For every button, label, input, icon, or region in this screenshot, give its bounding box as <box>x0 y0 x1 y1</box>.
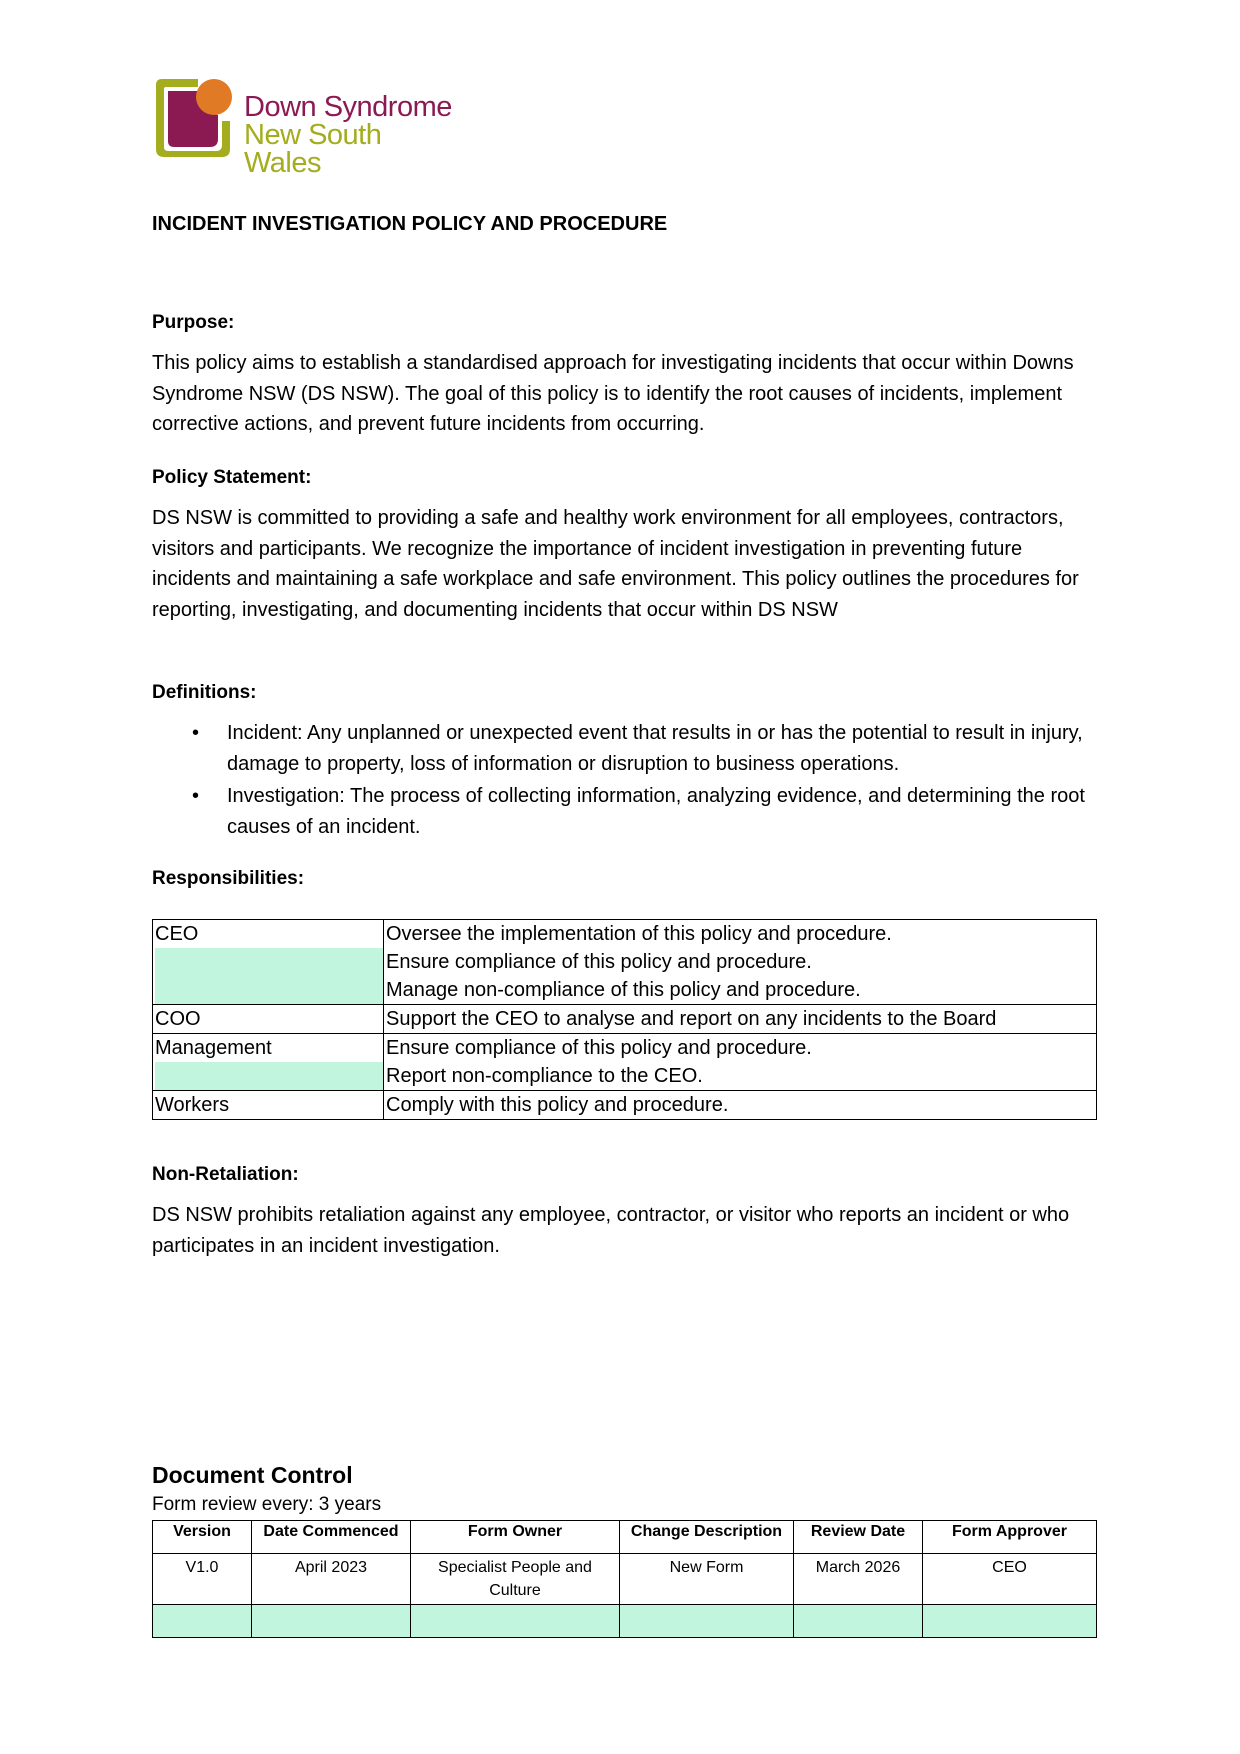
column-header: Form Approver <box>923 1521 1097 1554</box>
duty-line: Manage non-compliance of this policy and procedure. <box>386 979 861 1001</box>
table-cell: March 2026 <box>794 1554 923 1605</box>
duty-line: Support the CEO to analyse and report on any incidents to the Board <box>386 1008 997 1030</box>
non-retaliation-text: DS NSW prohibits retaliation against any employee, contractor, or visitor who reports an incident or who participates in an incident investigation. <box>152 1204 1070 1257</box>
empty-cell[interactable] <box>153 1605 252 1638</box>
column-header: Form Owner <box>411 1521 620 1554</box>
table-row <box>153 1605 1097 1638</box>
policy-statement-text: DS NSW is committed to providing a safe and healthy work environment for all employees, contractors, visitors and participants. We recognize the importance of incident investigation in preventing future incidents and maintaining a safe workplace and safe environment. This policy outlines the procedures for reporting, investigating, and documenting incidents that occur within DS NSW <box>152 507 1079 621</box>
table-header-row <box>153 1521 1097 1554</box>
role-ceo: CEO <box>155 923 199 945</box>
table-row <box>153 1554 1097 1605</box>
logo-line-2: New South Wales <box>244 119 382 179</box>
highlight-block <box>155 1062 383 1090</box>
table-cell: April 2023 <box>252 1554 411 1605</box>
role-coo: COO <box>155 1008 201 1030</box>
table-row <box>153 1005 1097 1034</box>
duties-cell <box>384 1005 1097 1034</box>
organisation-logo <box>152 75 462 179</box>
empty-cell[interactable] <box>252 1605 411 1638</box>
logo-line-1: Down Syndrome <box>244 91 452 123</box>
duty-line: Oversee the implementation of this policy and procedure. <box>386 923 892 945</box>
table-cell: CEO <box>923 1554 1097 1605</box>
duty-line: Ensure compliance of this policy and procedure. <box>386 1037 812 1059</box>
table-row <box>153 1034 1097 1091</box>
table-cell: New Form <box>620 1554 794 1605</box>
role-cell <box>153 1005 384 1034</box>
column-header: Date Commenced <box>252 1521 411 1554</box>
empty-cell[interactable] <box>794 1605 923 1638</box>
table-row <box>153 1091 1097 1120</box>
table-cell: V1.0 <box>153 1554 252 1605</box>
empty-cell[interactable] <box>923 1605 1097 1638</box>
policy-statement-heading: Policy Statement: <box>152 467 312 488</box>
column-header: Review Date <box>794 1521 923 1554</box>
definition-incident: Incident: Any unplanned or unexpected event that results in or has the potential to result in injury, damage to property, loss of information or disruption to business operations. <box>227 722 1083 775</box>
definition-investigation: Investigation: The process of collecting information, analyzing evidence, and determining the root causes of an incident. <box>227 785 1085 838</box>
responsibilities-section <box>152 868 1097 890</box>
responsibilities-table <box>152 919 1097 1120</box>
empty-cell[interactable] <box>411 1605 620 1638</box>
non-retaliation-section <box>152 1164 1097 1261</box>
document-control-table <box>152 1520 1097 1638</box>
purpose-text: This policy aims to establish a standardised approach for investigating incidents that occur within Downs Syndrome NSW (DS NSW). The goal of this policy is to identify the root causes of incidents, implement corrective actions, and prevent future incidents from occurring. <box>152 352 1074 435</box>
role-cell <box>153 920 384 1005</box>
non-retaliation-heading: Non-Retaliation: <box>152 1164 299 1185</box>
logo-text <box>244 93 462 177</box>
document-control-heading: Document Control <box>152 1462 353 1488</box>
role-management: Management <box>155 1037 272 1059</box>
empty-cell[interactable] <box>620 1605 794 1638</box>
logo-mark-icon <box>152 75 236 161</box>
duty-line: Comply with this policy and procedure. <box>386 1094 729 1116</box>
duty-line: Ensure compliance of this policy and procedure. <box>386 951 812 973</box>
definitions-list <box>152 718 1097 842</box>
review-frequency: Form review every: 3 years <box>152 1494 382 1515</box>
definitions-section <box>152 682 1097 844</box>
list-item <box>152 718 1097 779</box>
bullet-icon: • <box>192 722 200 744</box>
role-cell <box>153 1034 384 1091</box>
table-cell: Specialist People and Culture <box>411 1554 620 1605</box>
bullet-icon: • <box>192 785 200 807</box>
purpose-heading: Purpose: <box>152 312 235 333</box>
role-workers: Workers <box>155 1094 230 1116</box>
duties-cell <box>384 1091 1097 1120</box>
purpose-section <box>152 312 1097 440</box>
column-header: Version <box>153 1521 252 1554</box>
list-item <box>152 781 1097 842</box>
document-title: INCIDENT INVESTIGATION POLICY AND PROCEDURE <box>152 213 668 235</box>
policy-statement-section <box>152 467 1097 625</box>
definitions-heading: Definitions: <box>152 682 257 703</box>
duties-cell <box>384 1034 1097 1091</box>
highlight-block <box>155 948 383 1004</box>
duty-line: Report non-compliance to the CEO. <box>386 1065 703 1087</box>
column-header: Change Description <box>620 1521 794 1554</box>
duties-cell <box>384 920 1097 1005</box>
responsibilities-heading: Responsibilities: <box>152 868 305 889</box>
table-row <box>153 920 1097 1005</box>
role-cell <box>153 1091 384 1120</box>
